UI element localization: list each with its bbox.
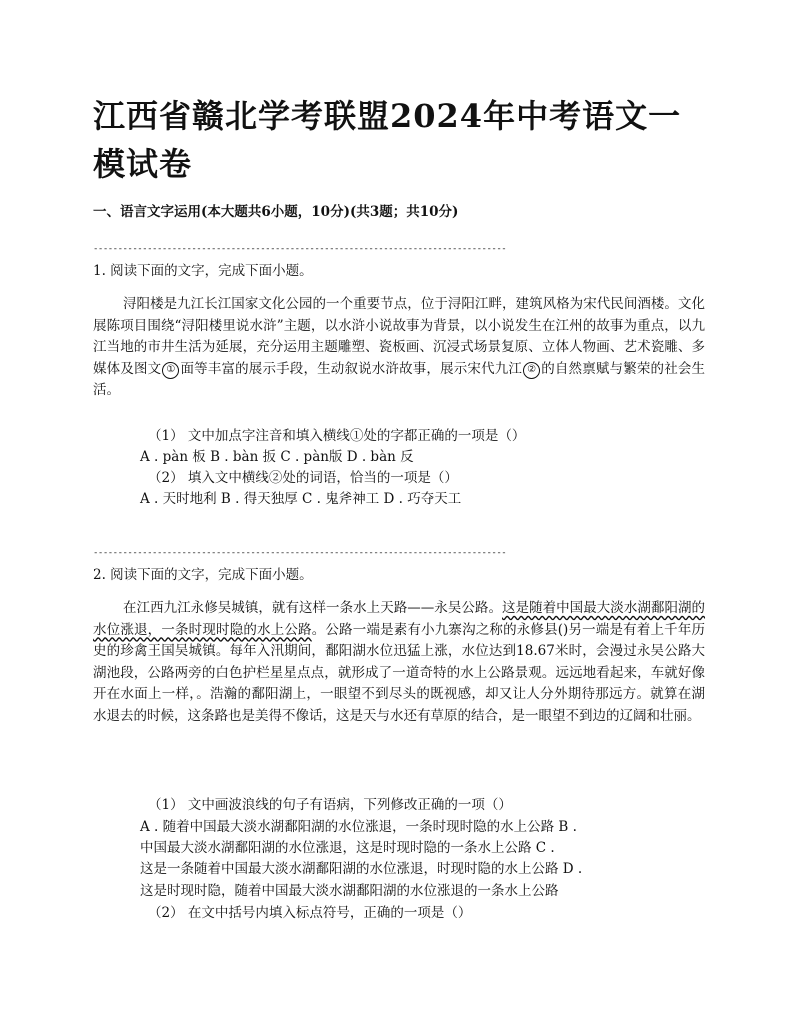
q1-passage-text-a: 浔阳楼是九江长江国家文化公园的一个重要节点，位于浔阳江畔，建筑风格为宋代民间酒楼。文化展陈项目围绕“浔阳楼里说水浒”主题，以水浒小说故事为背景，以小说发生在江州的故事为重点，以九江当地的市井生活为延展，充分运用主题雕塑、瓷板画、沉浸式场景复原、立体人物画、艺术瓷雕、多媒体及图文: [93, 296, 705, 377]
q2-sub1-question: （1） 文中画波浪线的句子有语病，下列修改正确的一项（）: [148, 797, 512, 813]
q2-passage-text-a: 在江西九江永修吴城镇，就有这样一条水上天路——永吴公路。: [123, 600, 502, 616]
q1-sub2-options: A . 天时地利 B . 得天独厚 C . 鬼斧神工 D . 巧夺天工: [140, 491, 462, 507]
q2-sub2-question: （2） 在文中括号内填入标点符号，正确的一项是（）: [148, 905, 472, 921]
blank-marker-1: ①: [162, 362, 179, 379]
blank-marker-2: ②: [523, 362, 540, 379]
q2-option-a: A . 随着中国最大淡水湖鄱阳湖的水位涨退，一条时现时隐的水上公路 B .: [140, 819, 577, 835]
section-heading: 一、语言文字运用(本大题共6小题，10分)(共3题；共10分): [93, 204, 459, 220]
q1-sub1-question: （1） 文中加点字注音和填入横线①处的字都正确的一项是（）: [148, 428, 526, 444]
q2-heading: 2. 阅读下面的文字，完成下面小题。: [93, 567, 313, 583]
q2-option-b: 中国最大淡水湖鄱阳湖的水位涨退，这是时现时隐的一条水上公路 C .: [140, 840, 555, 856]
q2-wavy-sentence: 这是随着中国最大淡水湖鄱阳湖的水位涨退，一条时现时隐的水上公路: [93, 600, 706, 638]
divider: ------------------------------------------------------------------------------------: [93, 548, 507, 558]
q1-passage: [93, 294, 705, 402]
q2-passage: [93, 598, 705, 727]
q2-option-d: 这是时现时隐，随着中国最大淡水湖鄱阳湖的水位涨退的一条水上公路: [140, 883, 559, 899]
q1-heading: 1. 阅读下面的文字，完成下面小题。: [93, 263, 313, 279]
q2-passage-text-b: 。公路一端是素有小九寨沟之称的永修县()另一端是有着上千年历史的珍禽王国吴城镇。每年入汛期间，鄱阳湖水位迅猛上涨，水位达到18.67米时，会漫过永吴公路大湖池段，公路两旁的白色护栏星星点点，就形成了一道奇特的水上公路景观。远远地看起来，车就好像开在水面上一样，。浩瀚的鄱阳湖上，一眼望不到尽头的既视感，却又让人分外期待那远方。就算在湖水退去的时候，这条路也是美得不像话，这是天与水还有草原的结合，是一眼望不到边的辽阔和壮丽。: [93, 621, 705, 724]
q2-option-c: 这是一条随着中国最大淡水湖鄱阳湖的水位涨退，时现时隐的水上公路 D .: [140, 861, 583, 877]
q1-sub1-options: A . pàn 板 B . bàn 扳 C . pàn版 D . bàn 反: [140, 449, 414, 465]
page-title: 江西省赣北学考联盟2024年中考语文一模试卷: [93, 97, 682, 183]
q1-passage-text-c: 的自然禀赋与繁荣的社会生活。: [93, 360, 706, 398]
divider: ------------------------------------------------------------------------------------: [93, 244, 507, 254]
q1-passage-text-b: 面等丰富的展示手段，生动叙说水浒故事，展示宋代九江: [180, 360, 523, 377]
q1-sub2-question: （2） 填入文中横线②处的词语，恰当的一项是（）: [148, 470, 458, 486]
